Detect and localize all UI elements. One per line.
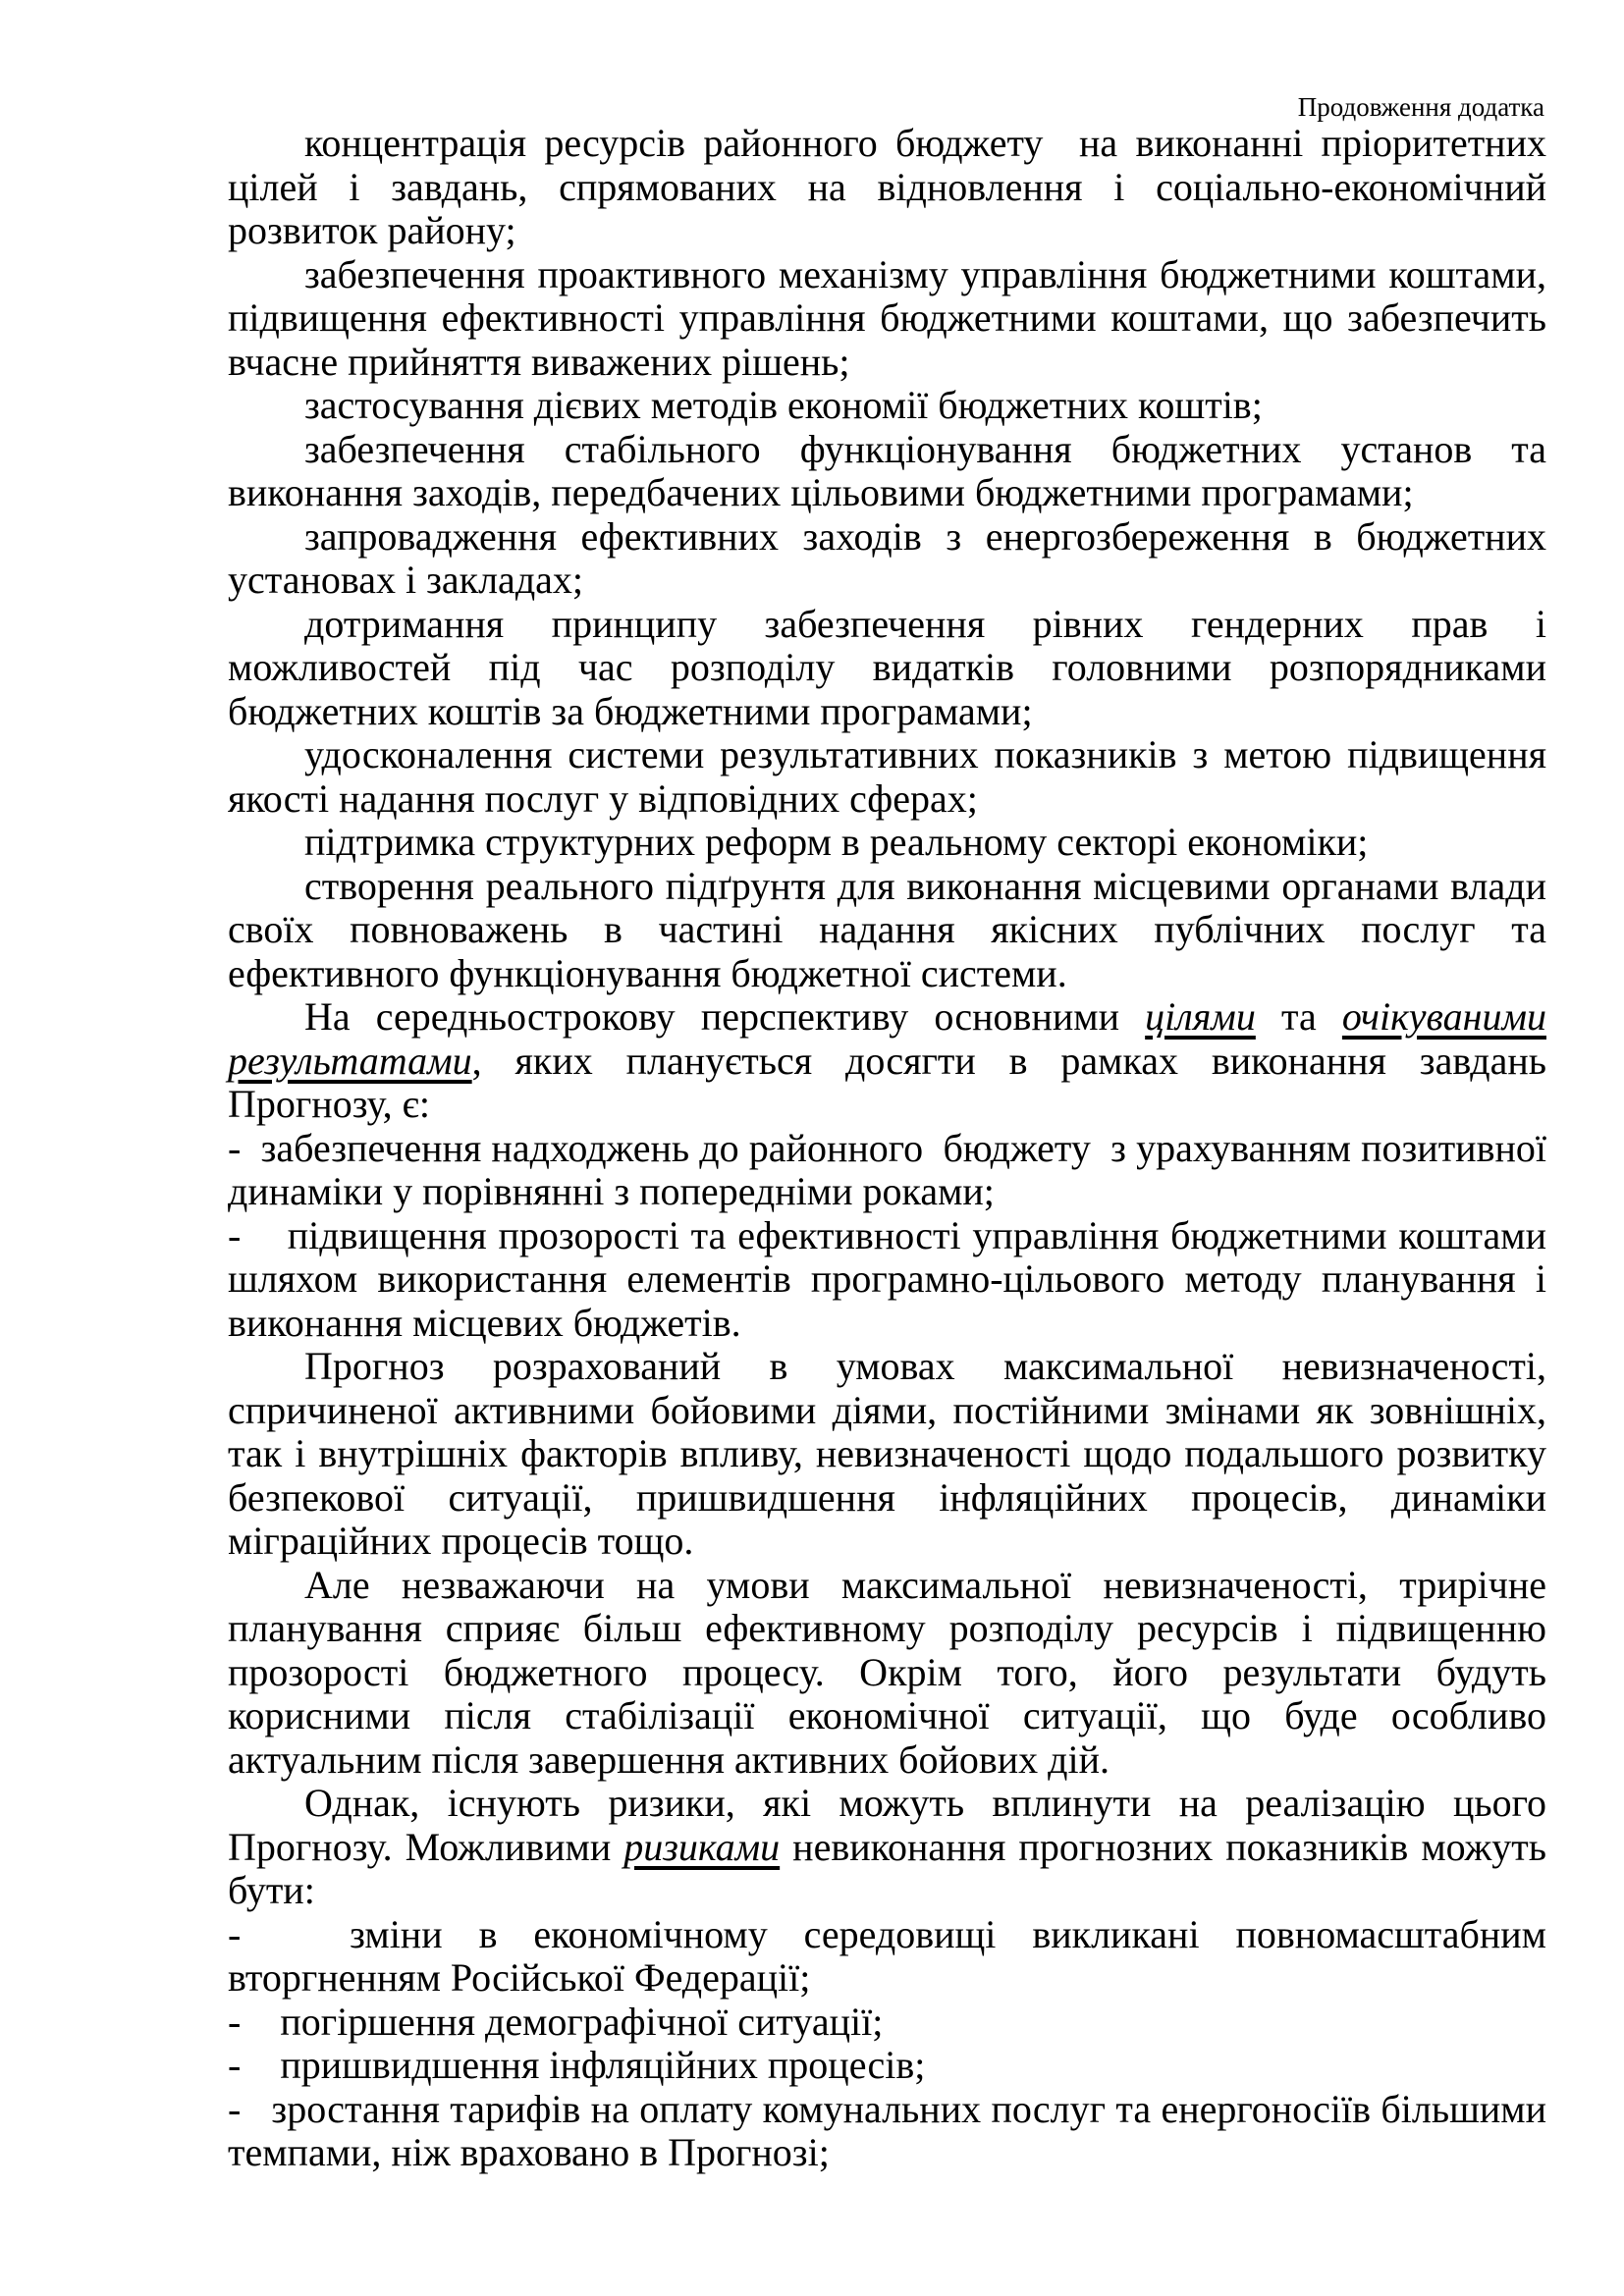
dash-item-economic-changes	[228, 1913, 1546, 2001]
text-run: - забезпечення надходжень до районного бюджету з урахуванням позитивної динаміки у порівнянні з попередніми роками;	[228, 1125, 1546, 1213]
dash-item-inflation	[228, 2044, 1546, 2088]
paragraph-gender-rights	[228, 603, 1546, 734]
paragraph-concentration-resources	[228, 122, 1546, 253]
text-run: - зміни в економічному середовищі викликані повномасштабним вторгненням Російської Федерації;	[228, 1911, 1546, 2000]
emphasized-term: цілями	[1145, 994, 1256, 1039]
text-run: Прогноз розрахований в умовах максимальної невизначеності, спричиненої активними бойовими діями, постійними змінами як зовнішніх, так і внутрішніх факторів впливу, невизначеності щодо подальшого розвитку безпекової ситуації, пришвидшення інфляційних процесів, динаміки міграційних процесів тощо.	[228, 1344, 1546, 1563]
text-run: Але незважаючи на умови максимальної невизначеності, трирічне планування сприяє більш ефективному розподілу ресурсів і підвищенню прозорості бюджетного процесу. Окрім того, його результати будуть корисними після стабілізації економічної ситуації, що буде особливо актуальним після завершення активних бойових дій.	[228, 1562, 1546, 1782]
text-run: та	[1255, 994, 1342, 1039]
continuation-header: Продовження додатка	[1297, 92, 1544, 122]
paragraph-three-year-planning	[228, 1564, 1546, 1783]
paragraph-forecast-uncertainty	[228, 1345, 1546, 1564]
text-run: Однак, існують ризики, які можуть вплинути на реалізацію цього Прогнозу. Можливими	[228, 1781, 1546, 1869]
text-run: невиконання прогнозних показників можуть бути:	[228, 1824, 1546, 1912]
emphasized-term: ризиками	[623, 1824, 781, 1869]
text-run: забезпечення проактивного механізму управління бюджетними коштами, підвищення ефективності управління бюджетними коштами, що забезпечить вчасне прийняття виважених рішень;	[228, 251, 1546, 384]
document-body	[228, 122, 1546, 2175]
paragraph-stable-functioning	[228, 428, 1546, 515]
dash-item-revenue-growth	[228, 1127, 1546, 1214]
text-run: запровадження ефективних заходів з енергозбереження в бюджетних установах і закладах;	[228, 513, 1546, 602]
dash-item-demographic	[228, 2001, 1546, 2045]
paragraph-real-basis	[228, 865, 1546, 996]
text-run: На середньострокову перспективу основними	[304, 994, 1146, 1039]
text-run: - зростання тарифів на оплату комунальних послуг та енергоносіїв більшими темпами, ніж враховано в Прогнозі;	[228, 2086, 1546, 2174]
text-run: дотримання принципу забезпечення рівних гендерних прав і можливостей під час розподілу видатків головними розпорядниками бюджетних коштів за бюджетними програмами;	[228, 601, 1546, 733]
text-run: забезпечення стабільного функціонування бюджетних установ та виконання заходів, передбачених цільовими бюджетними програмами;	[228, 426, 1546, 514]
paragraph-result-indicators	[228, 733, 1546, 821]
text-run: підтримка структурних реформ в реальному секторі економіки;	[304, 820, 1369, 864]
dash-item-tariffs	[228, 2088, 1546, 2175]
text-run: створення реального підґрунтя для виконання місцевими органами влади своїх повноважень в частині надання якісних публічних послуг та ефективного функціонування бюджетної системи.	[228, 863, 1546, 995]
text-run: , яких планується досягти в рамках виконання завдань Прогнозу, є:	[228, 1038, 1546, 1126]
text-run: удосконалення системи результативних показників з метою підвищення якості надання послуг у відповідних сферах;	[228, 732, 1546, 821]
text-run: - погіршення демографічної ситуації;	[228, 1999, 884, 2044]
paragraph-effective-methods	[228, 384, 1546, 428]
emphasized-term: очікуваними результатами	[228, 994, 1546, 1083]
dash-item-transparency	[228, 1214, 1546, 1346]
text-run: - пришвидшення інфляційних процесів;	[228, 2043, 926, 2087]
paragraph-risks-intro	[228, 1782, 1546, 1913]
paragraph-energy-saving	[228, 515, 1546, 603]
text-run: - підвищення прозорості та ефективності управління бюджетними коштами шляхом використання елементів програмно-цільового методу планування і виконання місцевих бюджетів.	[228, 1212, 1546, 1345]
paragraph-structural-reforms	[228, 821, 1546, 865]
paragraph-proactive-mechanism	[228, 253, 1546, 385]
text-run: концентрація ресурсів районного бюджету на виконанні пріоритетних цілей і завдань, спрямованих на відновлення і соціально-економічний розвиток району;	[228, 121, 1546, 252]
text-run: застосування дієвих методів економії бюджетних коштів;	[304, 383, 1263, 427]
paragraph-medium-term-goals	[228, 995, 1546, 1127]
